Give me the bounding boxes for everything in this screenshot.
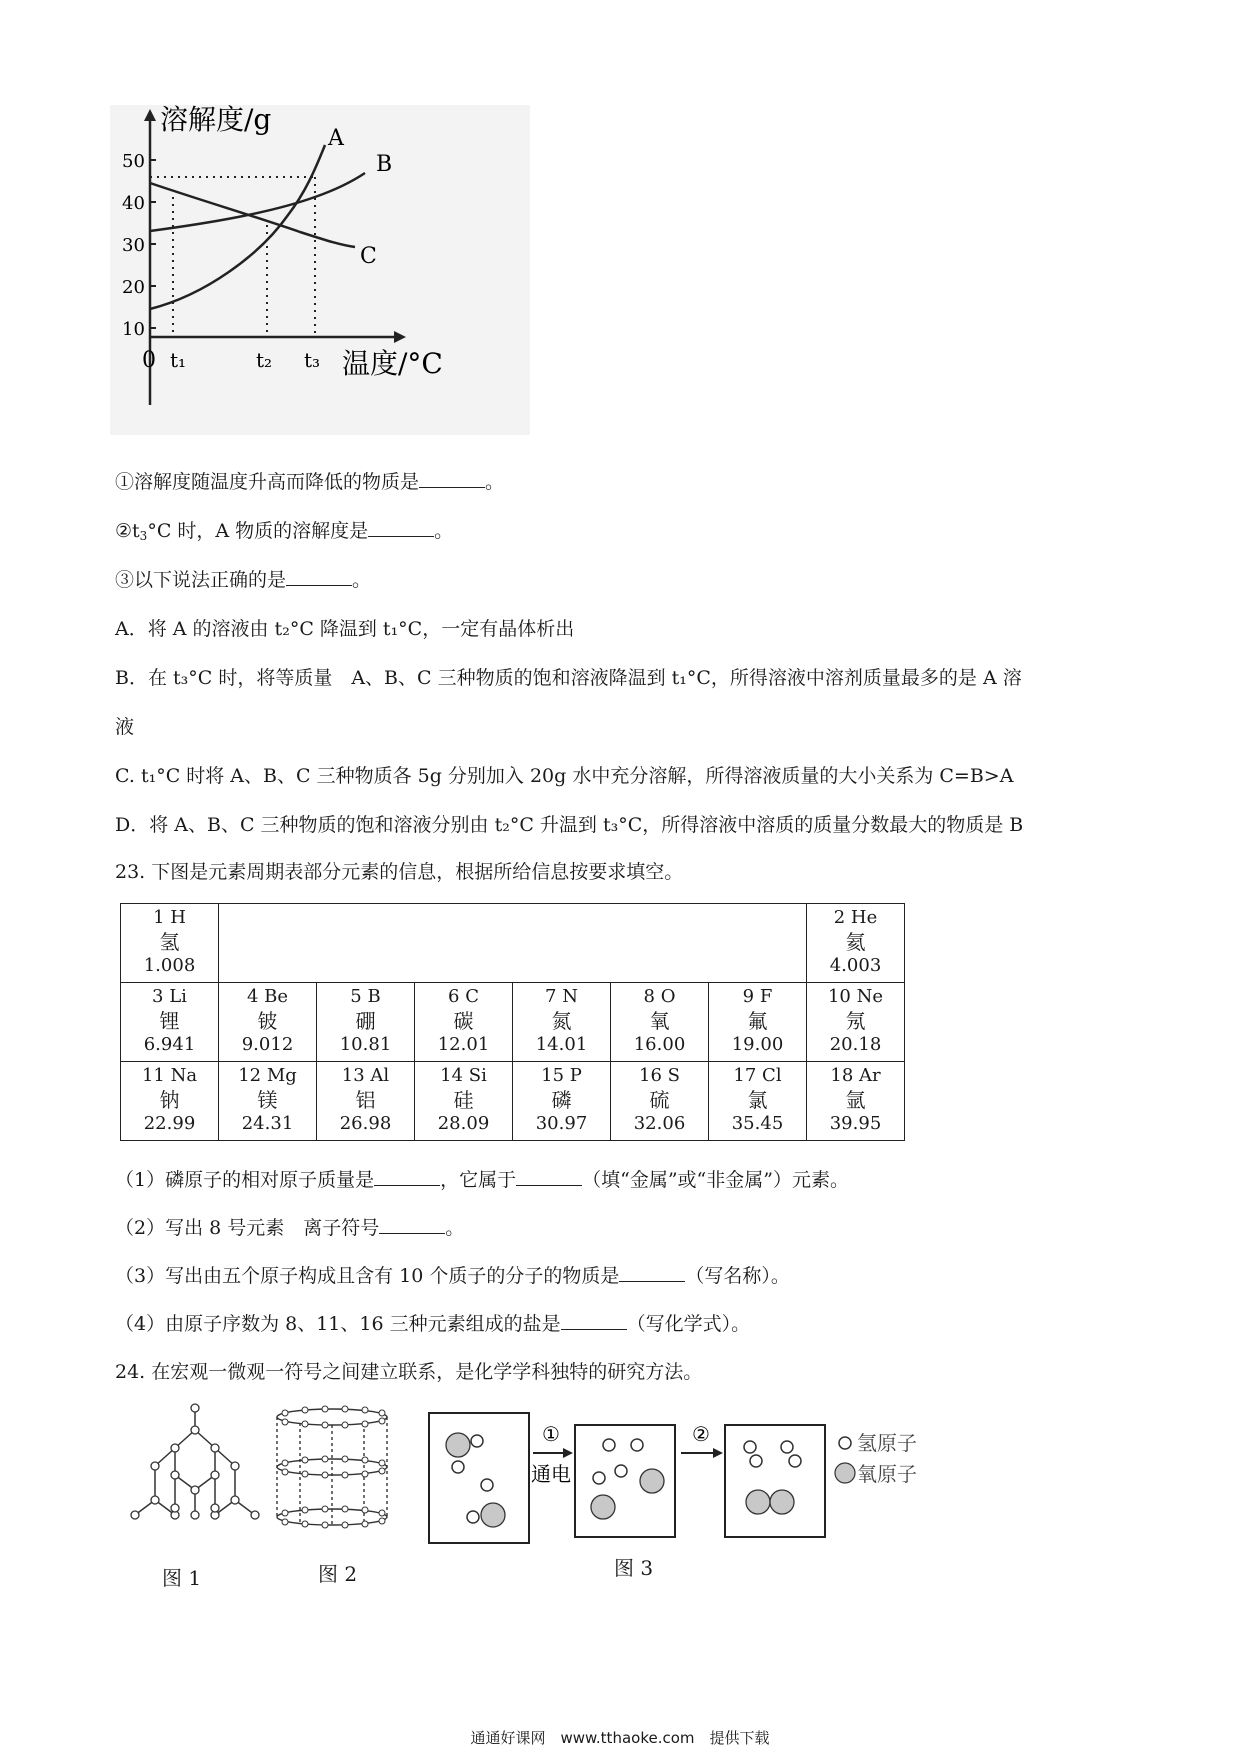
element-cell-na: 11 Na 钠 22.99: [121, 1062, 219, 1141]
answer-blank[interactable]: [368, 520, 434, 537]
y-tick-label: 50: [122, 151, 145, 172]
y-tick-label: 30: [122, 235, 145, 256]
element-cell-c: 6 C 碳 12.01: [415, 983, 513, 1062]
q23-part3: （3）写出由五个原子构成且含有 10 个质子的分子的物质是 （写名称）。: [115, 1265, 790, 1287]
x-tick-label: t₁: [170, 348, 187, 372]
element-cell-p: 15 P 磷 30.97: [513, 1062, 611, 1141]
hydrogen-atom-legend-icon: [839, 1437, 851, 1449]
element-cell-b: 5 B 硼 10.81: [317, 983, 415, 1062]
y-axis-label: 溶解度/g: [160, 105, 272, 136]
answer-blank[interactable]: [286, 569, 352, 586]
q22-part3: ③以下说法正确的是 。: [115, 569, 372, 591]
empty-cell: [219, 904, 807, 983]
q22-option-d: D．将 A、B、C 三种物质的饱和溶液分别由 t₂°C 升温到 t₃°C，所得溶液中溶质的质量分数最大的物质是 B: [115, 814, 1024, 836]
answer-blank[interactable]: [516, 1169, 582, 1186]
step-1-label: ①: [542, 1422, 560, 1446]
element-cell-mg: 12 Mg 镁 24.31: [219, 1062, 317, 1141]
curve-label-b: B: [376, 152, 393, 177]
figure-3-electrolysis-diagram: [425, 1405, 945, 1555]
figure-1-diamond-structure: [125, 1400, 265, 1530]
element-cell-ar: 18 Ar 氩 39.95: [807, 1062, 905, 1141]
x-axis-label: 温度/°C: [342, 347, 443, 380]
q24-title: 24. 在宏观一微观一符号之间建立联系，是化学学科独特的研究方法。: [115, 1361, 703, 1383]
element-cell-h: 1 H 氢 1.008: [121, 904, 219, 983]
q22-option-a: A．将 A 的溶液由 t₂°C 降温到 t₁°C，一定有晶体析出: [115, 618, 575, 640]
element-cell-cl: 17 Cl 氯 35.45: [709, 1062, 807, 1141]
y-tick-label: 20: [122, 277, 145, 298]
answer-blank[interactable]: [561, 1313, 627, 1330]
element-cell-li: 3 Li 锂 6.941: [121, 983, 219, 1062]
element-cell-be: 4 Be 铍 9.012: [219, 983, 317, 1062]
element-cell-f: 9 F 氟 19.00: [709, 983, 807, 1062]
curve-label-a: A: [328, 126, 344, 151]
figure-2-caption: 图 2: [318, 1562, 358, 1586]
q22-option-b: B．在 t₃°C 时，将等质量 A、B、C 三种物质的饱和溶液降温到 t₁°C，所得溶液中溶剂质量最多的是 A 溶: [115, 667, 1022, 689]
footer-source: 通通好课网 www.tthaoke.com 提供下载: [470, 1729, 770, 1747]
x-tick-label: t₃: [304, 348, 321, 372]
x-tick-label: 0: [142, 348, 156, 373]
q22-option-c: C. t₁°C 时将 A、B、C 三种物质各 5g 分别加入 20g 水中充分溶解，所得溶液质量的大小关系为 C=B>A: [115, 765, 1014, 787]
oxygen-atom-legend-icon: [835, 1463, 855, 1483]
element-cell-al: 13 Al 铝 26.98: [317, 1062, 415, 1141]
answer-blank[interactable]: [419, 471, 485, 488]
element-cell-si: 14 Si 硅 28.09: [415, 1062, 513, 1141]
element-cell-o: 8 O 氧 16.00: [611, 983, 709, 1062]
answer-blank[interactable]: [619, 1265, 685, 1282]
y-tick-label: 10: [122, 319, 145, 340]
q23-title: 23. 下图是元素周期表部分元素的信息，根据所给信息按要求填空。: [115, 861, 684, 883]
element-cell-ne: 10 Ne 氖 20.18: [807, 983, 905, 1062]
periodic-table: [120, 903, 905, 1141]
element-cell-s: 16 S 硫 32.06: [611, 1062, 709, 1141]
figure-3-caption: 图 3: [614, 1556, 654, 1580]
box-before: [429, 1413, 529, 1543]
step-2-label: ②: [692, 1422, 710, 1446]
answer-blank[interactable]: [379, 1217, 445, 1234]
legend-hydrogen: 氢原子: [857, 1431, 917, 1455]
element-cell-he: 2 He 氦 4.003: [807, 904, 905, 983]
step-1-condition: 通电: [531, 1462, 571, 1486]
figure-1-caption: 图 1: [162, 1566, 202, 1590]
q22-part1: ①溶解度随温度升高而降低的物质是 。: [115, 471, 505, 493]
q23-part2: （2）写出 8 号元素 离子符号 。: [115, 1217, 465, 1239]
box-after: [725, 1425, 825, 1537]
x-tick-label: t₂: [256, 348, 273, 372]
figure-2-graphite-structure: [270, 1405, 395, 1530]
solubility-curve-graph: [110, 105, 530, 435]
legend-oxygen: 氧原子: [857, 1462, 917, 1486]
element-cell-n: 7 N 氮 14.01: [513, 983, 611, 1062]
q22-part2: ②t3°C 时，A 物质的溶解度是 。: [115, 520, 454, 543]
q22-option-b-cont: 液: [115, 716, 135, 738]
q23-part1: （1）磷原子的相对原子质量是 ，它属于 （填“金属”或“非金属”）元素。: [115, 1169, 849, 1191]
curve-label-c: C: [360, 244, 377, 269]
y-tick-label: 40: [122, 193, 145, 214]
answer-blank[interactable]: [374, 1169, 440, 1186]
q23-part4: （4）由原子序数为 8、11、16 三种元素组成的盐是 （写化学式）。: [115, 1313, 751, 1335]
